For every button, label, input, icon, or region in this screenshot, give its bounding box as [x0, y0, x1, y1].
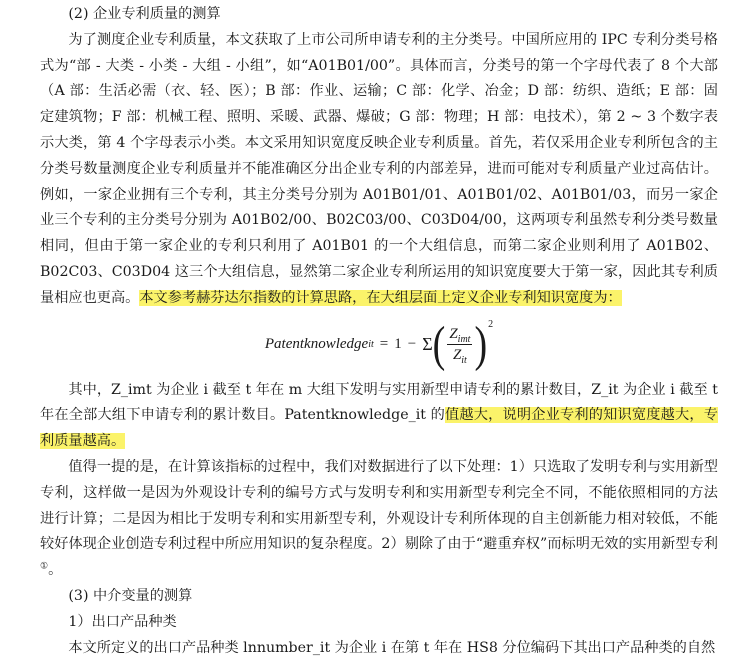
- numerator-symbol: Z: [449, 326, 458, 343]
- formula-equals: =: [379, 335, 389, 352]
- paragraph-patent-classification: [40, 28, 718, 312]
- paragraph-variable-explanation: [40, 378, 718, 455]
- highlighted-definition: 本文参考赫芬达尔指数的计算思路，在大组层面上定义企业专利知识宽度为：: [139, 289, 622, 306]
- highlighted-interpretation: 值越大，说明企业专利的知识宽度越大，专利质量越高。: [40, 407, 718, 450]
- paragraph-end: 。: [48, 562, 63, 579]
- section-heading-patent-quality: (2) 企业专利质量的测算: [68, 6, 221, 22]
- formula-minus: −: [407, 335, 417, 352]
- formula-fraction: [447, 324, 472, 365]
- formula-denominator: [451, 345, 469, 365]
- formula-sigma: Σ: [422, 333, 433, 354]
- formula-numerator: [447, 324, 472, 345]
- paragraph-text: 其中，Z_imt 为企业 i 截至 t 年在 m 大组下发明与实用新型申请专利的累计数目，Z_it 为企业 i 截至 t 年在全部大组下申请专利的累计数目。Patentknowledge_it 的: [40, 381, 718, 424]
- paragraph-data-processing: [40, 455, 718, 584]
- paragraph-export-definition: 本文所定义的出口产品种类 lnnumber_it 为企业 i 在第 t 年在 HS8 分位编码下其出口产品种类的自然: [68, 639, 716, 656]
- formula-one: 1: [394, 335, 402, 352]
- paragraph-text: 为了测度企业专利质量，本文获取了上市公司所申请专利的主分类号。中国所应用的 IPC 专利分类号格式为“部 - 大类 - 小类 - 大组 - 小组”，如“A01B01/00”。具体而言，分类号的第一个字母代表了 8 个大部（A 部：生活必需（衣、轻、医）；B 部：作业、运输；C 部：化学、冶金；D 部：纺织、造纸；E 部：固定建筑物；F 部：机械工程、照明、采暖、武器、爆破；G 部：物理；H 部：电技术），第 2 ~ 3 个数字表示大类，第 4 个字母表示小类。本文采用知识宽度反映企业专利质量。首先，若仅采用企业专利所包含的主分类号数量测度企业专利质量并不能准确区分出企业专利的内部差异，进而可能对专利质量产业过高估计。例如，一家企业拥有三个专利，其主分类号分别为 A01B01/01、A01B01/02、A01B01/03，而另一家企业三个专利的主分类号分别为 A01B02/00、B02C03/00、C03D04/00，这两项专利虽然专利分类号数量相同，但由于第一家企业的专利只利用了 A01B01 的一个大组信息，而第二家企业则利用了 A01B02、B02C03、C03D04 这三个大组信息，显然第二家企业专利所运用的知识宽度要大于第一家，因此其专利质量相应也更高。: [40, 31, 718, 306]
- paragraph-text: 值得一提的是，在计算该指标的过程中，我们对数据进行了以下处理：1）只选取了发明专利与实用新型专利，这样做一是因为外观设计专利的编号方式与发明专利和实用新型专利完全不同，不能依照相同的方法进行计算；二是因为相比于发明专利和实用新型专利，外观设计专利所体现的自主创新能力相对较低，不能较好体现企业创造专利过程中所应用知识的复杂程度。2）剔除了由于“避重弃权”而标明无效的实用新型专利: [40, 458, 718, 553]
- footnote-marker[interactable]: ①: [40, 561, 49, 572]
- denominator-subscript: it: [461, 355, 467, 367]
- denominator-symbol: Z: [452, 347, 462, 364]
- formula-lhs: Patentknowledge: [264, 335, 369, 352]
- formula-left-paren: (: [432, 317, 446, 372]
- formula-right-paren: ): [474, 317, 488, 372]
- patent-knowledge-formula: Patentknowledge it = 1 − Σ ( $\frac{Z_{imt}}{Z_{it}}$ ) 2: [40, 312, 718, 378]
- formula-power: 2: [488, 318, 494, 330]
- numerator-subscript: imt: [457, 334, 471, 346]
- subheading-export-products: 1）出口产品种类: [68, 613, 177, 630]
- section-heading-mediator: (3) 中介变量的测算: [68, 587, 193, 604]
